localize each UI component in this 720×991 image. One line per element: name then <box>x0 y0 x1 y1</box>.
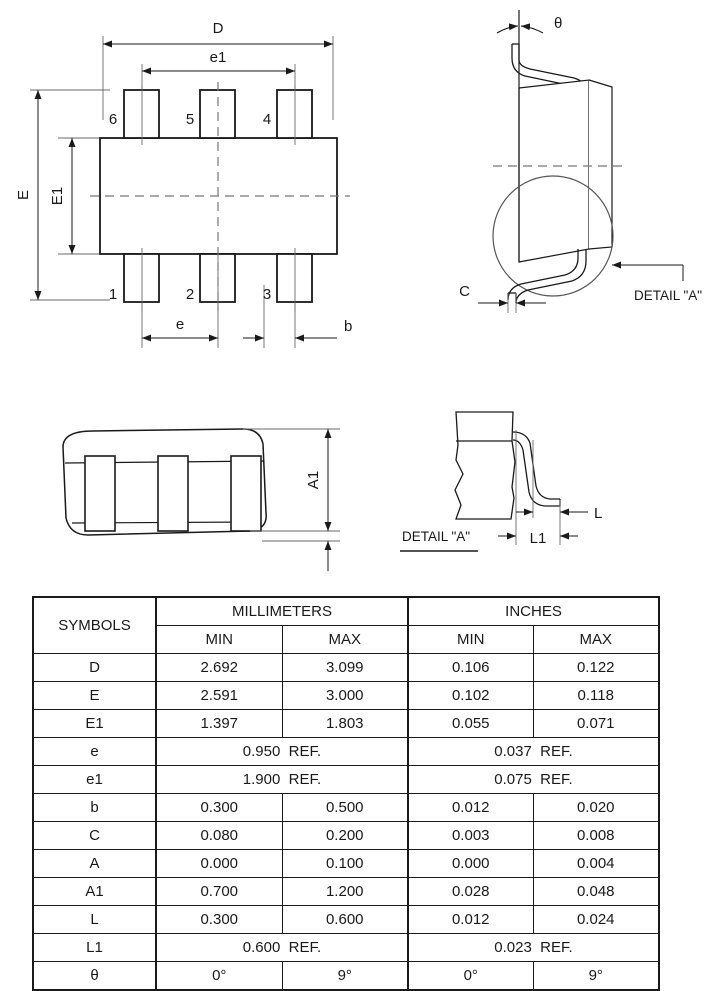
table-cell-mm-min: 0.000 <box>156 850 282 878</box>
table-cell-mm-min: 2.591 <box>156 682 282 710</box>
table-cell-symbol: A <box>33 850 156 878</box>
table-cell-in-max: 0.122 <box>533 654 659 682</box>
pin-label-2: 2 <box>185 286 195 303</box>
table-header-in-min: MIN <box>408 626 533 654</box>
pin-label-6: 6 <box>108 111 118 128</box>
table-cell-symbol: L1 <box>33 934 156 962</box>
dimension-label-A1: A1 <box>305 470 322 490</box>
lead-3 <box>277 254 312 302</box>
dimension-L <box>516 505 602 522</box>
table-cell-in-ref: 0.075 REF. <box>408 766 659 794</box>
table-cell-mm-max: 3.000 <box>282 682 408 710</box>
lead-4 <box>277 90 312 138</box>
table-row <box>33 738 659 766</box>
detail-a-callout <box>612 265 702 303</box>
table-cell-in-max: 0.118 <box>533 682 659 710</box>
table-cell-symbol: D <box>33 654 156 682</box>
table-cell-in-max: 0.071 <box>533 710 659 738</box>
table-row <box>33 850 659 878</box>
table-cell-symbol: L <box>33 906 156 934</box>
table-row <box>33 794 659 822</box>
table-cell-mm-min: 2.692 <box>156 654 282 682</box>
end-view-body <box>519 80 589 262</box>
table-row <box>33 878 659 906</box>
table-cell-in-min: 0.000 <box>408 850 533 878</box>
front-view <box>63 429 340 571</box>
table-cell-symbol: C <box>33 822 156 850</box>
end-view-body-side <box>589 80 612 249</box>
table-cell-in-ref: 0.037 REF. <box>408 738 659 766</box>
table-row <box>33 962 659 991</box>
table-cell-in-max: 0.024 <box>533 906 659 934</box>
dimension-e <box>142 316 218 338</box>
table-cell-symbol: θ <box>33 962 156 991</box>
front-view-leads <box>85 456 261 531</box>
table-cell-in-max: 0.008 <box>533 822 659 850</box>
table-row <box>33 766 659 794</box>
pin-label-1: 1 <box>108 286 118 303</box>
detail-body-fragment <box>455 412 515 519</box>
table-row <box>33 934 659 962</box>
table-header-symbols: SYMBOLS <box>33 597 156 654</box>
pin-label-5: 5 <box>185 111 195 128</box>
detail-a-callout-label: DETAIL "A" <box>634 288 703 303</box>
table-cell-symbol: E <box>33 682 156 710</box>
table-cell-mm-max: 0.100 <box>282 850 408 878</box>
table-cell-symbol: E1 <box>33 710 156 738</box>
table-cell-mm-ref: 0.950 REF. <box>156 738 408 766</box>
dimension-A1 <box>305 429 328 531</box>
table-header-mm-max: MAX <box>282 626 408 654</box>
dimension-label-theta: θ <box>554 15 563 32</box>
dimension-label-E: E <box>15 189 32 201</box>
table-cell-in-min: 0.106 <box>408 654 533 682</box>
table-cell-mm-max: 0.200 <box>282 822 408 850</box>
table-row <box>33 822 659 850</box>
table-cell-mm-ref: 1.900 REF. <box>156 766 408 794</box>
table-cell-in-max: 0.020 <box>533 794 659 822</box>
table-cell-mm-min: 1.397 <box>156 710 282 738</box>
table-header-mm-min: MIN <box>156 626 282 654</box>
detail-lead-profile <box>513 432 560 506</box>
table-cell-in-min: 0.003 <box>408 822 533 850</box>
table-cell-mm-max: 0.500 <box>282 794 408 822</box>
dimension-E <box>15 90 38 300</box>
theta-arc-left <box>497 26 518 33</box>
table-cell-mm-min: 0.700 <box>156 878 282 906</box>
dimension-label-D: D <box>212 20 224 37</box>
table-cell-mm-min: 0.300 <box>156 906 282 934</box>
table-cell-in-min: 0.102 <box>408 682 533 710</box>
table-header-in-max: MAX <box>533 626 659 654</box>
front-lead-1 <box>85 456 115 531</box>
dimension-label-e: e <box>175 316 185 333</box>
table-cell-symbol: e1 <box>33 766 156 794</box>
table-cell-mm-min: 0.080 <box>156 822 282 850</box>
table-row <box>33 710 659 738</box>
front-lead-3 <box>231 456 261 531</box>
table-header-inches: INCHES <box>408 597 659 626</box>
table-cell-mm-min: 0° <box>156 962 282 991</box>
dimension-label-b: b <box>344 318 353 335</box>
dimension-D <box>103 20 333 44</box>
front-lead-2 <box>158 456 188 531</box>
table-row <box>33 906 659 934</box>
table-cell-in-max: 0.004 <box>533 850 659 878</box>
dimension-e1 <box>142 49 295 71</box>
table-cell-symbol: A1 <box>33 878 156 906</box>
table-cell-mm-max: 3.099 <box>282 654 408 682</box>
end-view <box>459 10 702 313</box>
table-cell-in-min: 0.055 <box>408 710 533 738</box>
table-cell-mm-max: 1.803 <box>282 710 408 738</box>
table-header-row-units <box>33 597 659 626</box>
lead-1 <box>124 254 159 302</box>
table-cell-symbol: b <box>33 794 156 822</box>
table-cell-in-min: 0.012 <box>408 794 533 822</box>
table-row <box>33 654 659 682</box>
table-cell-in-max: 0.048 <box>533 878 659 906</box>
table-cell-mm-max: 9° <box>282 962 408 991</box>
table-cell-mm-ref: 0.600 REF. <box>156 934 408 962</box>
pin-label-4: 4 <box>262 111 272 128</box>
dimension-label-C: C <box>459 283 470 300</box>
lead-6 <box>124 90 159 138</box>
table-row <box>33 682 659 710</box>
table-cell-symbol: e <box>33 738 156 766</box>
dimension-b <box>243 318 352 338</box>
dimension-L1 <box>498 530 578 547</box>
pin-label-3: 3 <box>262 286 272 303</box>
table-cell-mm-max: 1.200 <box>282 878 408 906</box>
detail-a-view <box>400 412 602 551</box>
dimension-table-head <box>33 597 659 654</box>
detail-a-caption: DETAIL "A" <box>402 529 471 544</box>
dimension-label-E1: E1 <box>49 186 66 206</box>
table-cell-mm-min: 0.300 <box>156 794 282 822</box>
table-header-millimeters: MILLIMETERS <box>156 597 408 626</box>
table-cell-in-min: 0° <box>408 962 533 991</box>
dimension-label-e1: e1 <box>209 49 227 66</box>
dimension-label-L: L <box>594 505 603 522</box>
top-view <box>15 20 352 348</box>
dimension-table-body <box>33 654 659 991</box>
table-cell-mm-max: 0.600 <box>282 906 408 934</box>
dimension-C <box>459 283 546 313</box>
table-cell-in-min: 0.012 <box>408 906 533 934</box>
table-cell-in-ref: 0.023 REF. <box>408 934 659 962</box>
table-cell-in-max: 9° <box>533 962 659 991</box>
dimension-table <box>32 596 660 991</box>
dimension-label-L1: L1 <box>529 530 547 547</box>
table-cell-in-min: 0.028 <box>408 878 533 906</box>
theta-arc-right <box>521 26 543 33</box>
dimension-E1 <box>49 138 72 254</box>
